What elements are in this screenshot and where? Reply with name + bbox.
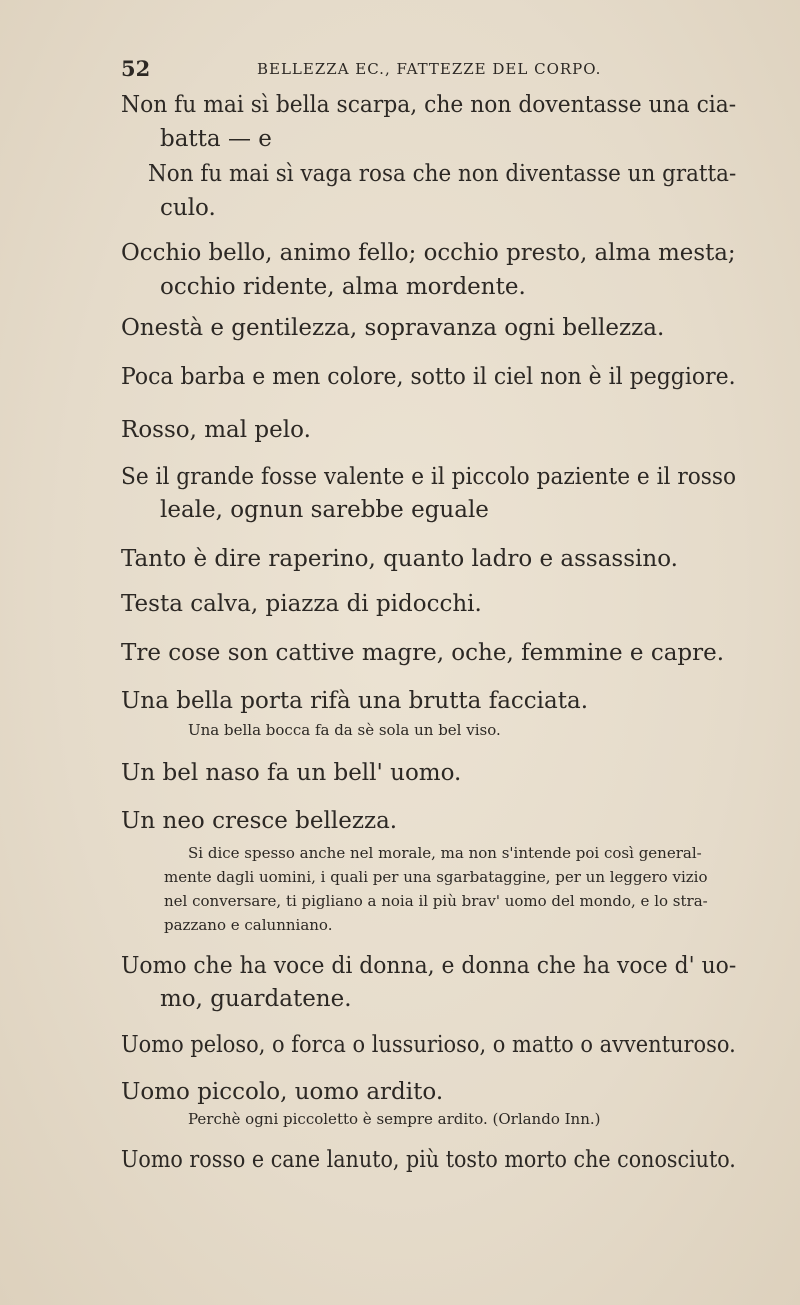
- proverb-note: nel conversare, ti pigliano a noia il più brav' uomo del mondo, e lo stra-: [164, 892, 708, 910]
- proverb-line: Rosso, mal pelo.: [121, 417, 311, 443]
- proverb-line: Uomo che ha voce di donna, e donna che ha voce d' uo-: [121, 953, 737, 979]
- proverb-note: pazzano e calunniano.: [164, 916, 333, 934]
- proverb-line: Uomo peloso, o forca o lussurioso, o matto o avventuroso.: [121, 1032, 736, 1058]
- proverb-line: batta — e: [160, 126, 272, 152]
- proverb-line: Occhio bello, animo fello; occhio presto, alma mesta;: [121, 240, 736, 266]
- proverb-line: Un neo cresce bellezza.: [121, 808, 398, 834]
- proverb-line: Onestà e gentilezza, sopravanza ogni bellezza.: [121, 315, 665, 341]
- proverb-note: Perchè ogni piccoletto è sempre ardito. (Orlando Inn.): [188, 1110, 601, 1128]
- page-header: [121, 56, 731, 86]
- proverb-line: Uomo piccolo, uomo ardito.: [121, 1079, 444, 1105]
- proverb-line: occhio ridente, alma mordente.: [160, 274, 526, 300]
- proverb-line: Poca barba e men colore, sotto il ciel non è il peggiore.: [121, 364, 736, 390]
- proverb-note: Si dice spesso anche nel morale, ma non s'intende poi così general-: [188, 844, 702, 862]
- running-title: BELLEZZA EC., FATTEZZE DEL CORPO.: [257, 60, 602, 78]
- proverb-line: Uomo rosso e cane lanuto, più tosto morto che conosciuto.: [121, 1147, 736, 1173]
- proverb-line: Se il grande fosse valente e il piccolo paziente e il rosso: [121, 464, 737, 490]
- proverb-note: Una bella bocca fa da sè sola un bel viso.: [188, 721, 501, 739]
- proverb-line: Testa calva, piazza di pidocchi.: [121, 591, 482, 617]
- proverb-line: Un bel naso fa un bell' uomo.: [121, 760, 462, 786]
- proverb-line: leale, ognun sarebbe eguale: [160, 497, 489, 523]
- proverb-line: culo.: [160, 195, 216, 221]
- proverb-line: Non fu mai sì vaga rosa che non diventasse un gratta-: [148, 161, 737, 187]
- proverb-line: Non fu mai sì bella scarpa, che non doventasse una cia-: [121, 92, 737, 118]
- proverb-line: mo, guardatene.: [160, 986, 352, 1012]
- proverb-line: Una bella porta rifà una brutta facciata.: [121, 688, 589, 714]
- proverb-note: mente dagli uomini, i quali per una sgarbataggine, per un leggero vizio: [164, 868, 708, 886]
- page-number: 52: [121, 56, 151, 81]
- proverb-line: Tre cose son cattive magre, oche, femmine e capre.: [121, 640, 725, 666]
- proverb-line: Tanto è dire raperino, quanto ladro e assassino.: [121, 546, 678, 572]
